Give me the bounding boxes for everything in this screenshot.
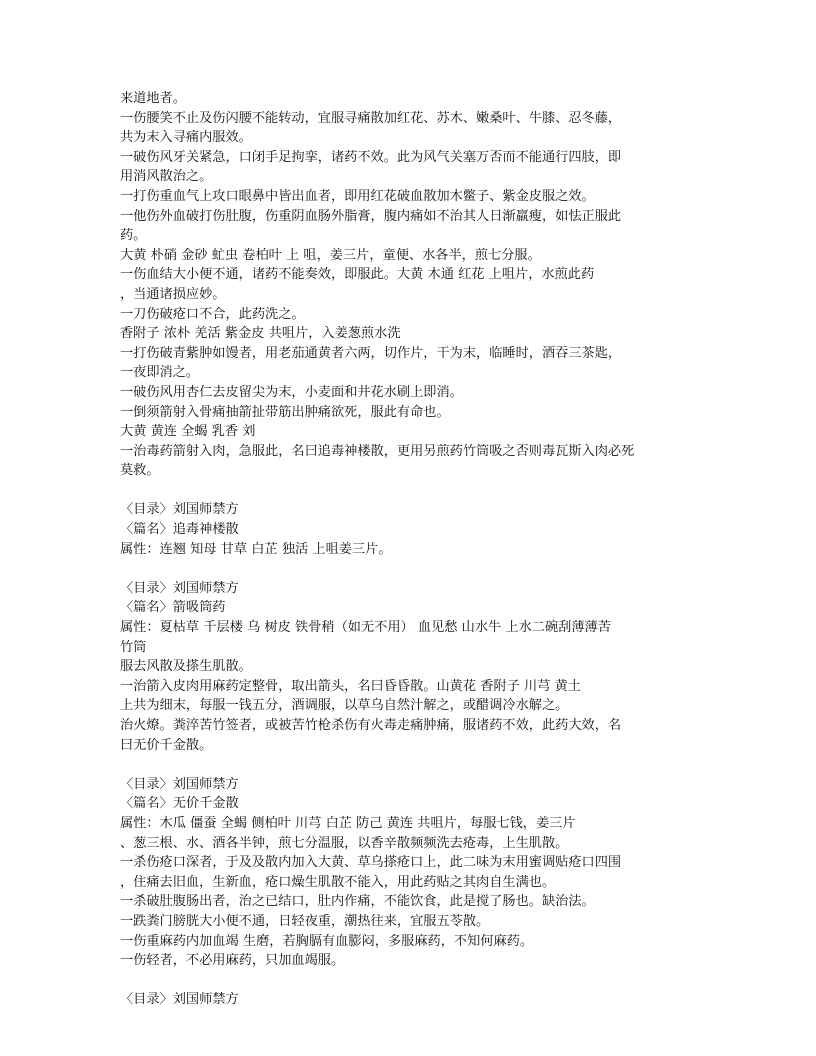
text-line: ，住痛去旧血，生新血，疮口燥生肌散不能入，用此药贴之其肉自生满也。	[120, 874, 556, 890]
text-line: 一伤血结大小便不通，诸药不能奏效，即服此。大黄 木通 红花 上咀片，水煎此药	[120, 267, 595, 283]
text-line: 一倒须箭射入骨痛抽箭扯带筋出肿痛欲死，服此有命也。	[120, 404, 450, 420]
text-line: ，当通诸损应妙。	[120, 286, 226, 302]
text-line: 〈目录〉刘国师禁方	[120, 580, 239, 596]
text-line: 一他伤外血破打伤肚腹，伤重阴血肠外脂膏，腹内痛如不治其人日渐羸瘦，如怯正服此	[120, 208, 622, 224]
blank-line	[120, 481, 700, 501]
text-line: 一破伤风用杏仁去皮留尖为末，小麦面和井花水刷上即消。	[120, 384, 463, 400]
text-line: 、葱三根、水、酒各半钟，煎七分温服，以香辛散频频洗去疮毒，上生肌散。	[120, 835, 569, 851]
document-body	[120, 89, 700, 1010]
text-line: 一杀伤疮口深者，于及及散内加入大黄、草乌搽疮口上，此二味为末用蜜调贴疮口四围	[120, 855, 622, 871]
text-line: 属性：夏枯草 千层楼 乌 树皮 铁骨稍（如无不用） 血见愁 山水牛 上水二碗刮薄薄苦	[120, 620, 611, 636]
text-line: 大黄 朴硝 金砂 虻虫 卷柏叶 上 咀，姜三片，童便、水各半，煎七分服。	[120, 247, 541, 263]
blank-line	[120, 559, 700, 579]
text-line: 属性：木瓜 僵蚕 全蝎 侧柏叶 川芎 白芷 防己 黄连 共咀片，每服七钱，姜三片	[120, 815, 576, 831]
text-line: 一伤腰笑不止及伤闪腰不能转动，宜服寻痛散加红花、苏木、嫩桑叶、牛膝、忍冬藤，	[120, 110, 622, 126]
text-line: 〈篇名〉追毒神楼散	[120, 522, 239, 538]
text-line: 〈目录〉刘国师禁方	[120, 776, 239, 792]
text-line: 一治箭入皮肉用麻药定整骨，取出箭头，名曰昏昏散。山黄花 香附子 川芎 黄土	[120, 678, 581, 694]
blank-line	[120, 971, 700, 991]
text-line: 共为末入寻痛内服效。	[120, 130, 252, 146]
text-line: 一破伤风牙关紧急，口闭手足拘挛，诸药不效。此为风气关塞万否而不能通行四肢，即	[120, 149, 622, 165]
text-line: 一刀伤破疮口不合，此药洗之。	[120, 306, 305, 322]
text-line: 治火燎。粪淬苦竹签者，或被苦竹枪杀伤有火毒走痛肿痛，服诸药不效，此药大效，名	[120, 718, 622, 733]
text-line: 一伤重麻药内加血竭 生磨，若胸膈有血膨闷，多服麻药，不知何麻药。	[120, 933, 534, 949]
text-line: 一打伤破青紫肿如馒者，用老茄通黄者六两，切作片，干为末，临睡时，酒吞三茶匙，	[120, 345, 622, 361]
text-line: 一打伤重血气上攻口眼鼻中皆出血者，即用红花破血散加木鳖子、紫金皮服之效。	[120, 188, 595, 204]
text-line: 莫救。	[120, 463, 160, 479]
text-line: 曰无价千金散。	[120, 737, 213, 753]
text-line: 属性：连翘 知母 甘草 白芷 独活 上咀姜三片。	[120, 541, 392, 557]
text-line: 一夜即消之。	[120, 365, 200, 381]
text-line: 来道地者。	[120, 91, 186, 106]
text-line: 〈目录〉刘国师禁方	[120, 992, 239, 1008]
text-line: 〈篇名〉无价千金散	[120, 796, 239, 812]
text-line: 竹筒	[120, 639, 147, 655]
text-line: 一治毒药箭射入肉，急服此，名曰追毒神楼散，更用另煎药竹筒吸之否则毒瓦斯入肉必死	[120, 443, 635, 459]
text-line: 一杀破肚腹肠出者，治之已结口，肚内作痛，不能饮食，此是搅了肠也。缺治法。	[120, 894, 595, 910]
text-line: 用消风散治之。	[120, 169, 213, 185]
text-line: 〈篇名〉箭吸筒药	[120, 600, 226, 616]
text-line: 一跌粪门膀胱大小便不通，日轻夜重，潮热往来，宜服五苓散。	[120, 913, 490, 929]
text-line: 一伤轻者，不必用麻药，只加血竭服。	[120, 953, 345, 969]
text-line: 上共为细末，每服一钱五分，酒调服，以草乌自然汁解之，或醋调冷水解之。	[120, 698, 569, 714]
blank-line	[120, 755, 700, 775]
text-line: 药。	[120, 228, 147, 244]
text-line: 大黄 黄连 全蝎 乳香 刘	[120, 424, 256, 440]
text-line: 〈目录〉刘国师禁方	[120, 502, 239, 518]
text-line: 香附子 浓朴 羌活 紫金皮 共咀片，入姜葱煎水洗	[120, 326, 401, 342]
text-line: 服去风散及搽生肌散。	[120, 659, 252, 675]
